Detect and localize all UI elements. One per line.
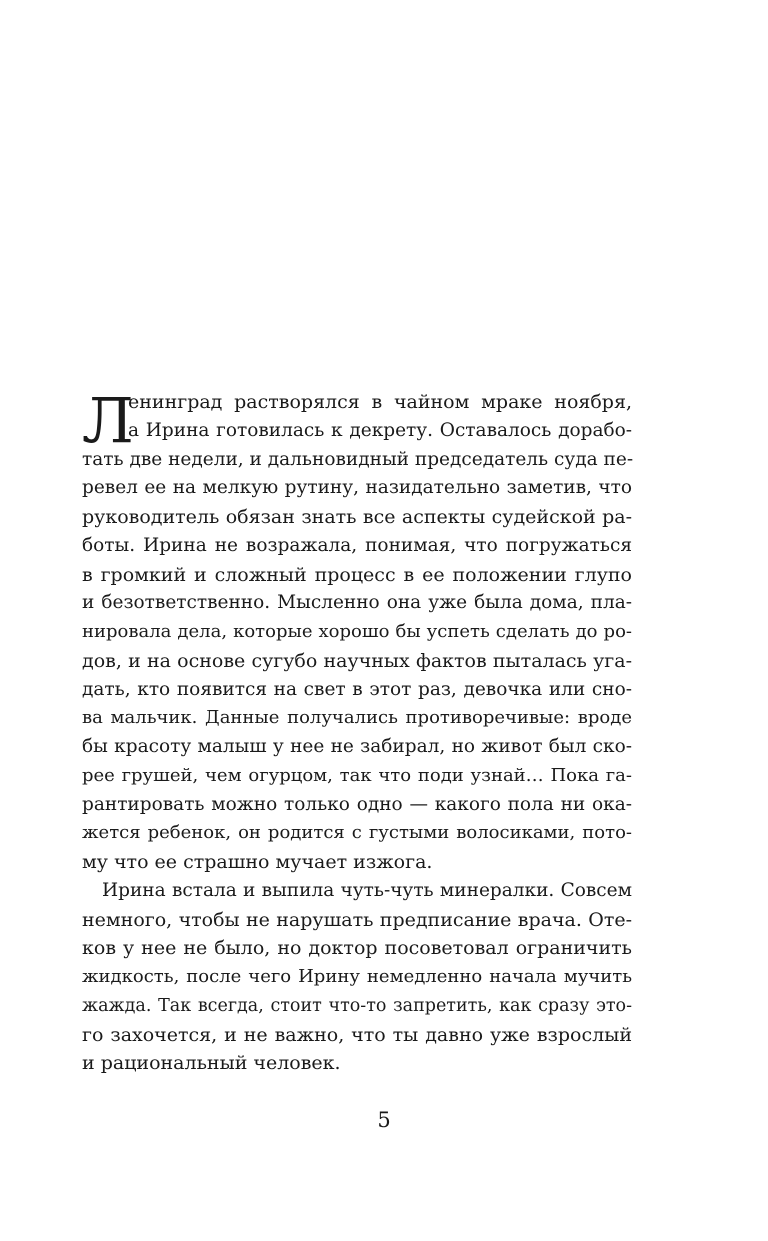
text-line: енинград растворялся в чайном мраке ноября, [128,391,632,413]
text-line: бы красоту малыш у нее не забирал, но живот был ско- [82,736,632,757]
paragraph-1 [82,384,634,877]
text-line: боты. Ирина не возражала, понимая, что погружаться [82,534,632,556]
text-line: му что ее страшно мучает изжога. [82,851,433,873]
text-line: жидкость, после чего Ирину немедленно начала мучить [82,966,632,987]
text-line: ревел ее на мелкую рутину, назидательно заметив, что [82,477,632,499]
text-line: руководитель обязан знать все аспекты судейской ра- [82,506,632,528]
text-line: и безответственно. Мысленно она уже была дома, пла- [82,592,632,614]
text-line: Ирина встала и выпила чуть-чуть минералки. Совсем [102,879,632,901]
text-line: рантировать можно только одно — какого пола ни ока- [82,793,632,815]
text-line: ков у нее не было, но доктор посоветовал ограничить [82,937,632,960]
drop-cap: Л [82,384,134,457]
text-line: дать, кто появится на свет в этот раз, девочка или сно- [82,678,632,700]
text-line: го захочется, и не важно, что ты давно уже взрослый [82,1023,632,1046]
text-line: жется ребенок, он родится с густыми волосиками, пото- [82,822,632,844]
text-line: немного, чтобы не нарушать предписание врача. Оте- [82,908,632,931]
paragraph-2 [82,877,632,1078]
text-line: жажда. Так всегда, стоит что-то запретить, как сразу это- [82,995,632,1016]
text-line: тать две недели, и дальновидный председатель суда пе- [82,448,634,470]
text-line: нировала дела, которые хорошо бы успеть сделать до ро- [82,621,632,642]
text-line: в громкий и сложный процесс в ее положении глупо [82,563,632,586]
text-line: и рациональный человек. [82,1052,341,1075]
text-line: дов, и на основе сугубо научных фактов пыталась уга- [82,649,632,672]
text-line: ва мальчик. Данные получались противоречивые: вроде [82,707,632,729]
body-text [82,384,634,1078]
page-number: 5 [377,1108,391,1132]
text-line: рее грушей, чем огурцом, так что поди узнай… Пока га- [82,764,632,786]
text-line: а Ирина готовилась к декрету. Оставалось дорабо- [128,419,632,441]
